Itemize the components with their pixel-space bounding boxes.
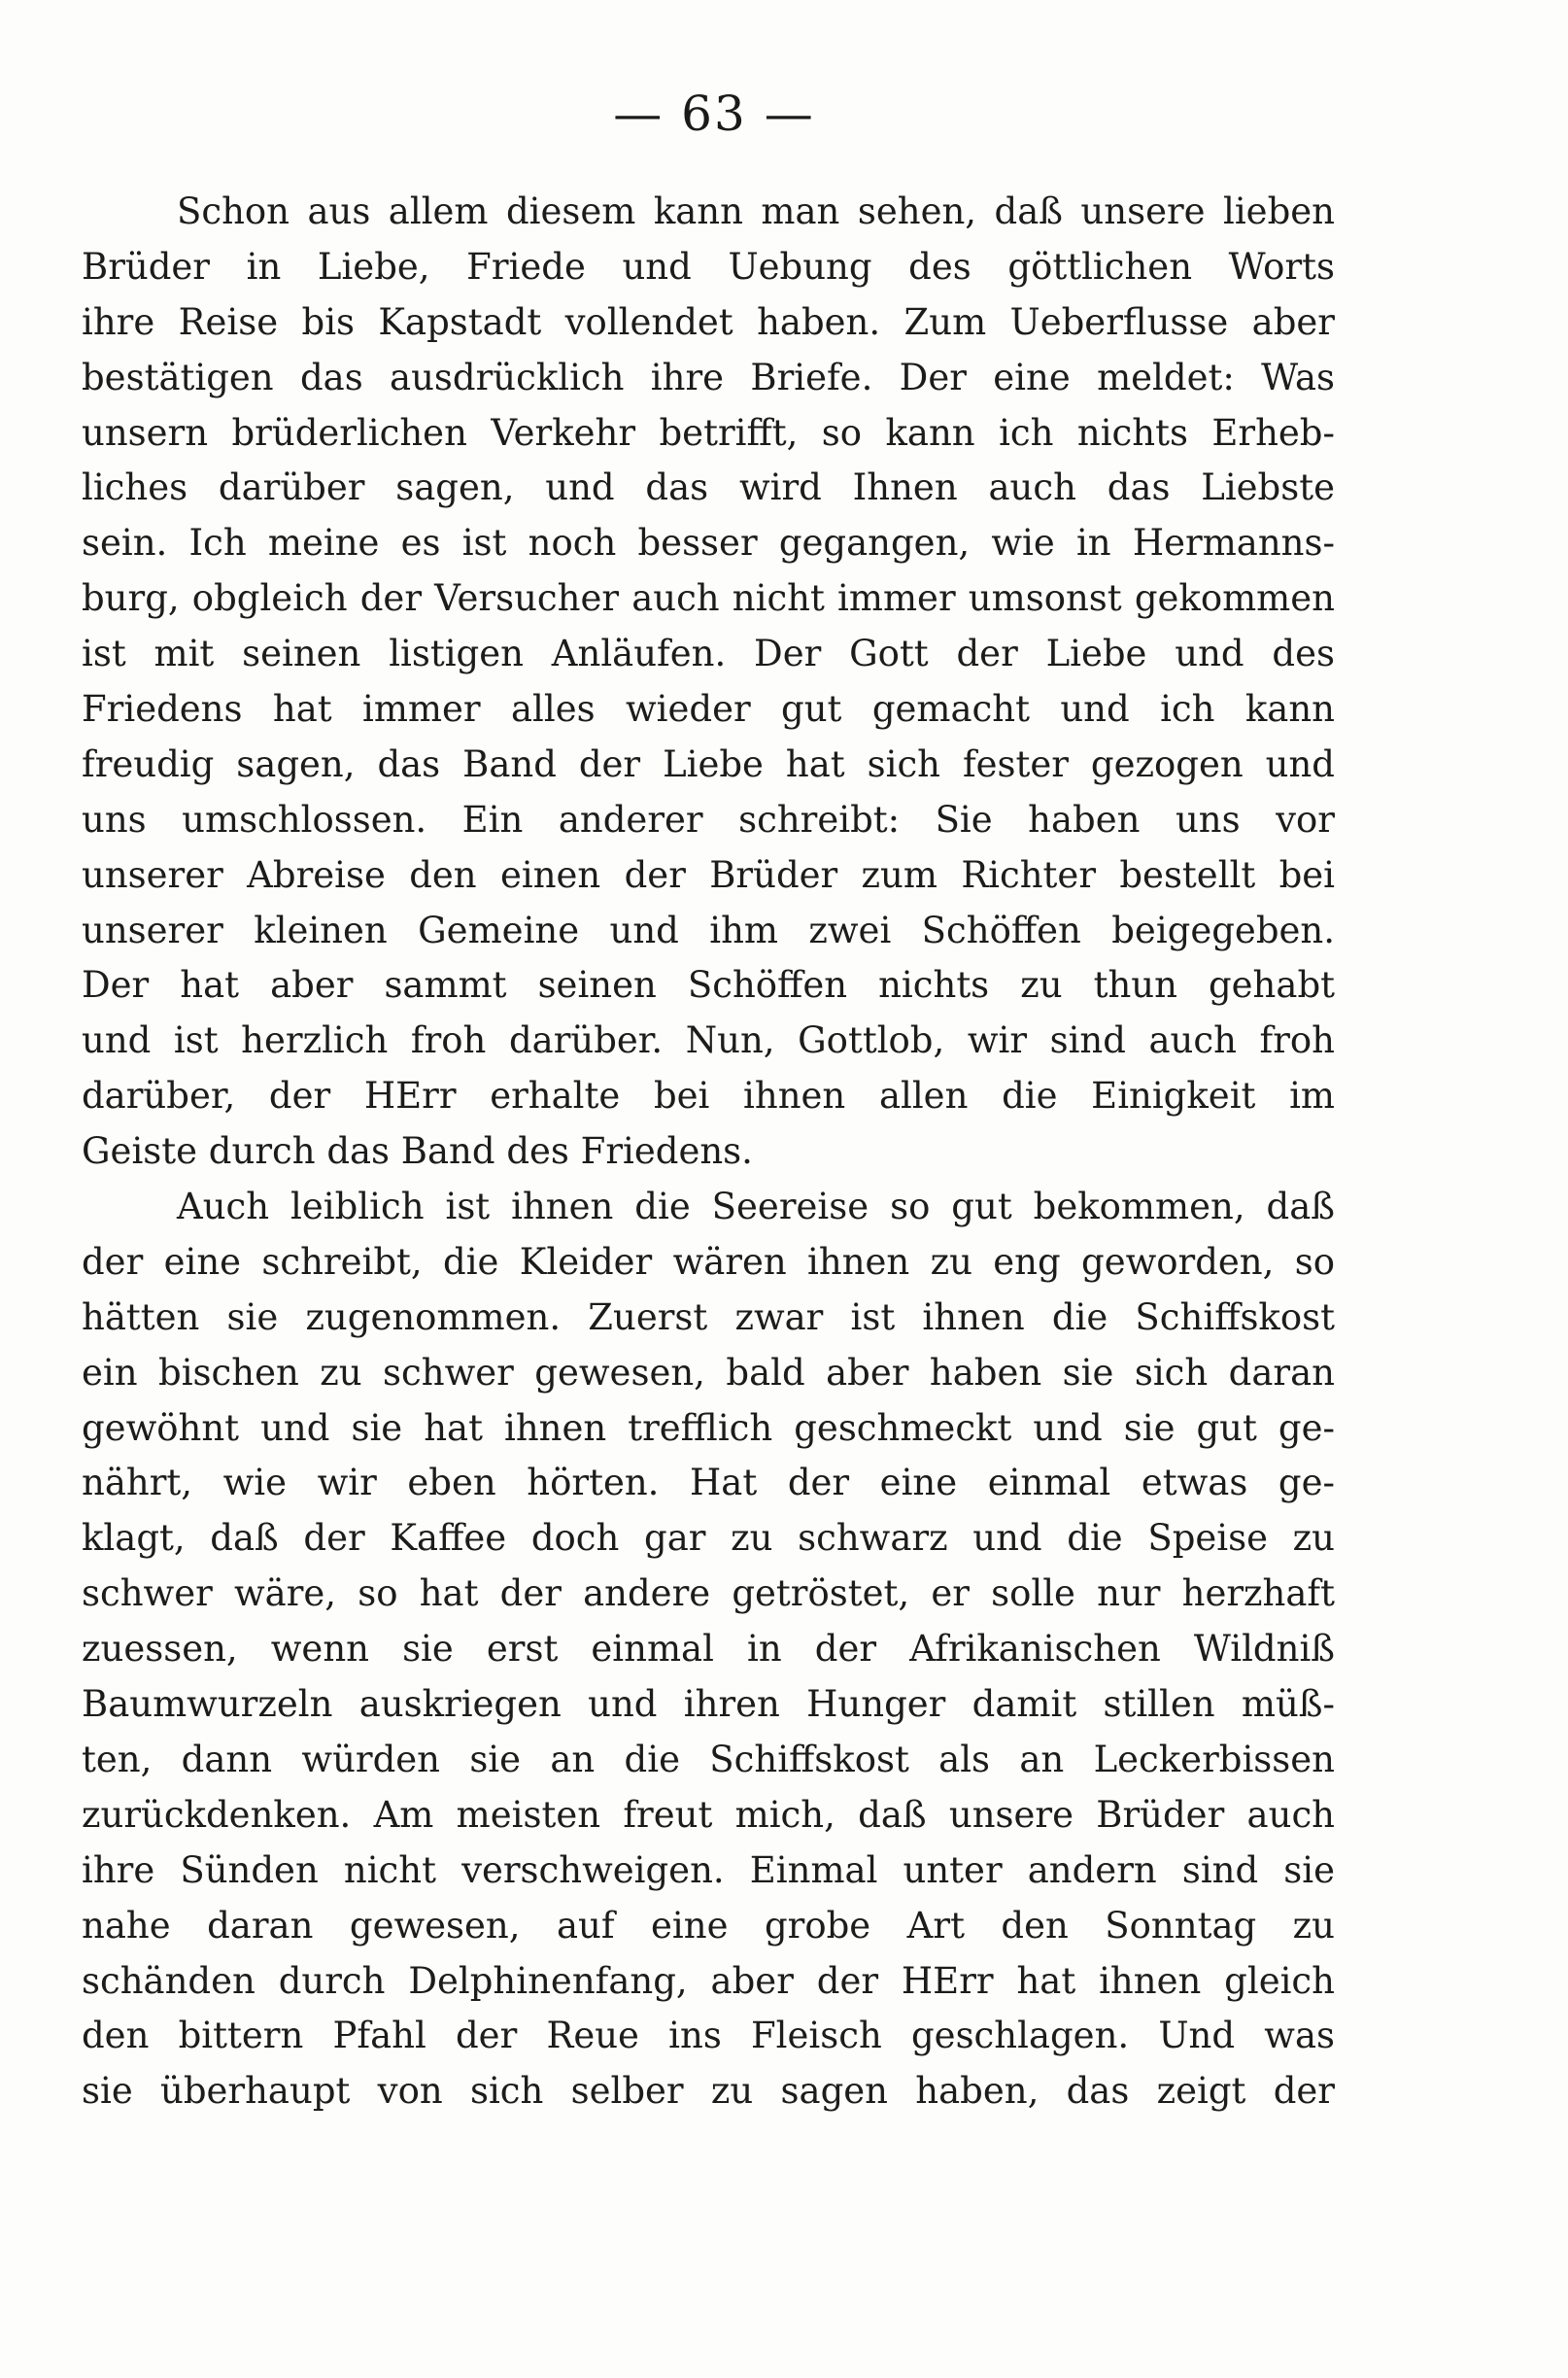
text-line: und ist herzlich froh darüber. Nun, Gottlob, wir sind auch froh [82, 1019, 1335, 1062]
text-line: ihre Sünden nicht verschweigen. Einmal unter andern sind sie [82, 1848, 1335, 1891]
text-line: liches darüber sagen, und das wird Ihnen auch das Liebste [82, 466, 1335, 509]
page-number: — 63 — [613, 86, 815, 142]
text-line: ist mit seinen listigen Anläufen. Der Gott der Liebe und des [82, 633, 1335, 675]
text-line: Auch leiblich ist ihnen die Seereise so gut bekommen, daß [177, 1186, 1335, 1228]
body-text [82, 185, 1335, 2120]
text-line: klagt, daß der Kaffee doch gar zu schwarz und die Speise zu [82, 1517, 1335, 1560]
text-line: ten, dann würden sie an die Schiffskost als an Leckerbissen [82, 1738, 1335, 1780]
text-line: ein bischen zu schwer gewesen, bald aber haben sie sich daran [82, 1351, 1335, 1394]
text-line: zuessen, wenn sie erst einmal in der Afrikanischen Wildniß [82, 1628, 1335, 1671]
text-line: Friedens hat immer alles wieder gut gemacht und ich kann [82, 688, 1335, 731]
text-line: den bittern Pfahl der Reue ins Fleisch geschlagen. Und was [82, 2015, 1335, 2057]
text-line: Der hat aber sammt seinen Schöffen nichts zu thun gehabt [82, 964, 1335, 1007]
text-line: sein. Ich meine es ist noch besser gegangen, wie in Hermanns- [82, 522, 1335, 565]
text-line: unsern brüderlichen Verkehr betrifft, so kann ich nichts Erheb- [82, 411, 1335, 454]
text-line: ihre Reise bis Kapstadt vollendet haben. Zum Ueberflusse aber [82, 300, 1335, 343]
text-line: sie überhaupt von sich selber zu sagen haben, das zeigt der [82, 2070, 1335, 2113]
text-line: gewöhnt und sie hat ihnen trefflich geschmeckt und sie gut ge- [82, 1406, 1335, 1449]
text-line: der eine schreibt, die Kleider wären ihnen zu eng geworden, so [82, 1240, 1335, 1283]
text-line: uns umschlossen. Ein anderer schreibt: Sie haben uns vor [82, 798, 1335, 841]
text-line: freudig sagen, das Band der Liebe hat sich fester gezogen und [82, 742, 1335, 785]
text-line: Schon aus allem diesem kann man sehen, daß unsere lieben [177, 190, 1335, 232]
text-line: unserer Abreise den einen der Brüder zum Richter bestellt bei [82, 853, 1335, 896]
text-line: schwer wäre, so hat der andere getröstet, er solle nur herzhaft [82, 1572, 1335, 1615]
text-line: nährt, wie wir eben hörten. Hat der eine einmal etwas ge- [82, 1462, 1335, 1504]
text-line: zurückdenken. Am meisten freut mich, daß unsere Brüder auch [82, 1793, 1335, 1836]
text-line: hätten sie zugenommen. Zuerst zwar ist ihnen die Schiffskost [82, 1295, 1335, 1338]
text-line: darüber, der HErr erhalte bei ihnen allen die Einigkeit im [82, 1075, 1335, 1118]
text-line: unserer kleinen Gemeine und ihm zwei Schöffen beigegeben. [82, 909, 1335, 951]
text-line: Geiste durch das Band des Friedens. [82, 1130, 753, 1173]
text-line: nahe daran gewesen, auf eine grobe Art den Sonntag zu [82, 1904, 1335, 1947]
text-line: schänden durch Delphinenfang, aber der HErr hat ihnen gleich [82, 1959, 1335, 2002]
text-line: Brüder in Liebe, Friede und Uebung des göttlichen Worts [82, 245, 1335, 288]
text-line: burg, obgleich der Versucher auch nicht immer umsonst gekommen [82, 577, 1335, 620]
text-line: bestätigen das ausdrücklich ihre Briefe. Der eine meldet: Was [82, 356, 1335, 398]
text-line: Baumwurzeln auskriegen und ihren Hunger damit stillen müß- [82, 1683, 1335, 1726]
